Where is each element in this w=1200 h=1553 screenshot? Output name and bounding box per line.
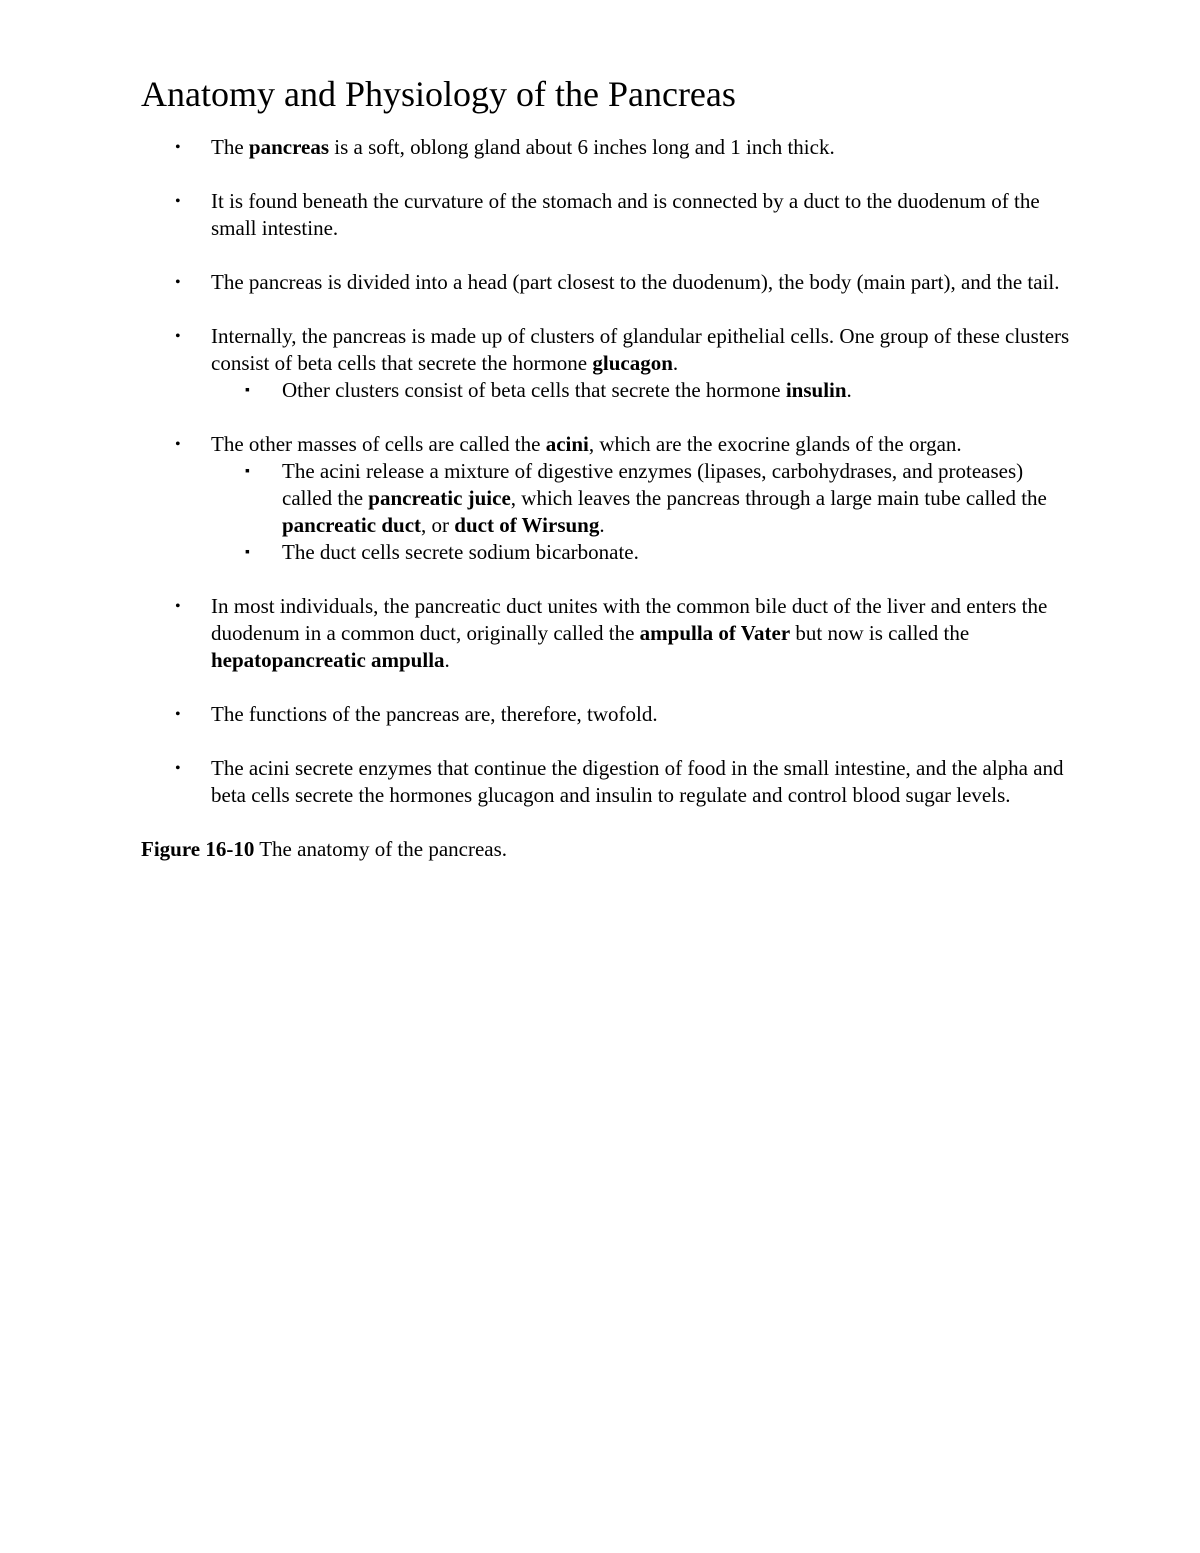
sub-list xyxy=(211,377,1071,404)
bullet-icon: • xyxy=(175,139,181,156)
square-bullet-icon: ▪ xyxy=(245,464,250,479)
text-run: is a soft, oblong gland about 6 inches long and 1 inch thick. xyxy=(329,135,835,159)
text-run: It is found beneath the curvature of the stomach and is connected by a duct to the duodenum of the small intestine. xyxy=(211,189,1040,240)
bold-term: hepatopancreatic ampulla xyxy=(211,648,445,672)
text-run: The other masses of cells are called the xyxy=(211,432,546,456)
sub-list-item xyxy=(141,377,1071,404)
page-title: Anatomy and Physiology of the Pancreas xyxy=(141,74,736,114)
bullet-list xyxy=(141,134,1071,809)
square-bullet-icon: ▪ xyxy=(245,383,250,398)
bullet-icon: • xyxy=(175,706,181,723)
list-item xyxy=(141,431,1071,566)
text-run: In most individuals, the pancreatic duct unites with the common bile duct of the liver and enters the duodenum in a common duct, originally called the xyxy=(211,594,1048,645)
text-run: Other clusters consist of beta cells that secrete the hormone xyxy=(282,378,786,402)
sub-list-item xyxy=(141,539,1071,566)
text-run: The duct cells secrete sodium bicarbonate. xyxy=(282,540,639,564)
text-run: but now is called the xyxy=(790,621,970,645)
bold-term: pancreatic duct xyxy=(282,513,422,537)
text-run: The acini secrete enzymes that continue the digestion of food in the small intestine, and the alpha and beta cells secrete the hormones glucagon and insulin to regulate and control blood sugar levels. xyxy=(211,756,1064,807)
bold-term: insulin xyxy=(785,378,847,402)
text-run: . xyxy=(599,513,605,537)
bullet-icon: • xyxy=(175,328,181,345)
text-run: The functions of the pancreas are, therefore, twofold. xyxy=(211,702,658,726)
bullet-icon: • xyxy=(175,193,181,210)
text-run: Internally, the pancreas is made up of clusters of glandular epithelial cells. One group of these clusters consist of beta cells that secrete the hormone xyxy=(211,324,1070,375)
bullet-icon: • xyxy=(175,274,181,291)
caption-text: The anatomy of the pancreas. xyxy=(254,837,508,861)
list-item xyxy=(141,188,1071,242)
bold-term: pancreas xyxy=(248,135,330,159)
text-run: . xyxy=(672,351,679,375)
text-run: . xyxy=(846,378,852,402)
bold-term: pancreatic juice xyxy=(368,486,511,510)
text-run: The xyxy=(211,135,249,159)
text-run: The acini release a mixture of digestive enzymes (lipases, carbohydrases, and proteases) called the xyxy=(282,459,1024,510)
bullet-icon: • xyxy=(175,436,181,453)
bold-term: acini xyxy=(545,432,589,456)
text-run: , which are the exocrine glands of the organ. xyxy=(588,432,962,456)
list-item xyxy=(141,755,1071,809)
text-run: , which leaves the pancreas through a large main tube called the xyxy=(510,486,1047,510)
list-item xyxy=(141,701,1071,728)
sub-list xyxy=(211,458,1071,566)
sub-list-item xyxy=(141,458,1071,539)
figure-label: Figure 16-10 xyxy=(141,837,255,861)
text-run: , or xyxy=(421,513,455,537)
bullet-icon: • xyxy=(175,598,181,615)
list-item xyxy=(141,593,1071,674)
text-run: The pancreas is divided into a head (part closest to the duodenum), the body (main part), and the tail. xyxy=(211,270,1060,294)
square-bullet-icon: ▪ xyxy=(245,545,250,560)
text-run: . xyxy=(444,648,450,672)
figure-caption xyxy=(141,836,1071,863)
list-item xyxy=(141,134,1071,161)
list-item xyxy=(141,323,1071,404)
bullet-icon: • xyxy=(175,760,181,777)
bold-term: glucagon xyxy=(592,351,673,375)
list-item xyxy=(141,269,1071,296)
document-page xyxy=(141,72,1071,863)
bold-term: duct of Wirsung xyxy=(454,513,600,537)
bold-term: ampulla of Vater xyxy=(639,621,791,645)
